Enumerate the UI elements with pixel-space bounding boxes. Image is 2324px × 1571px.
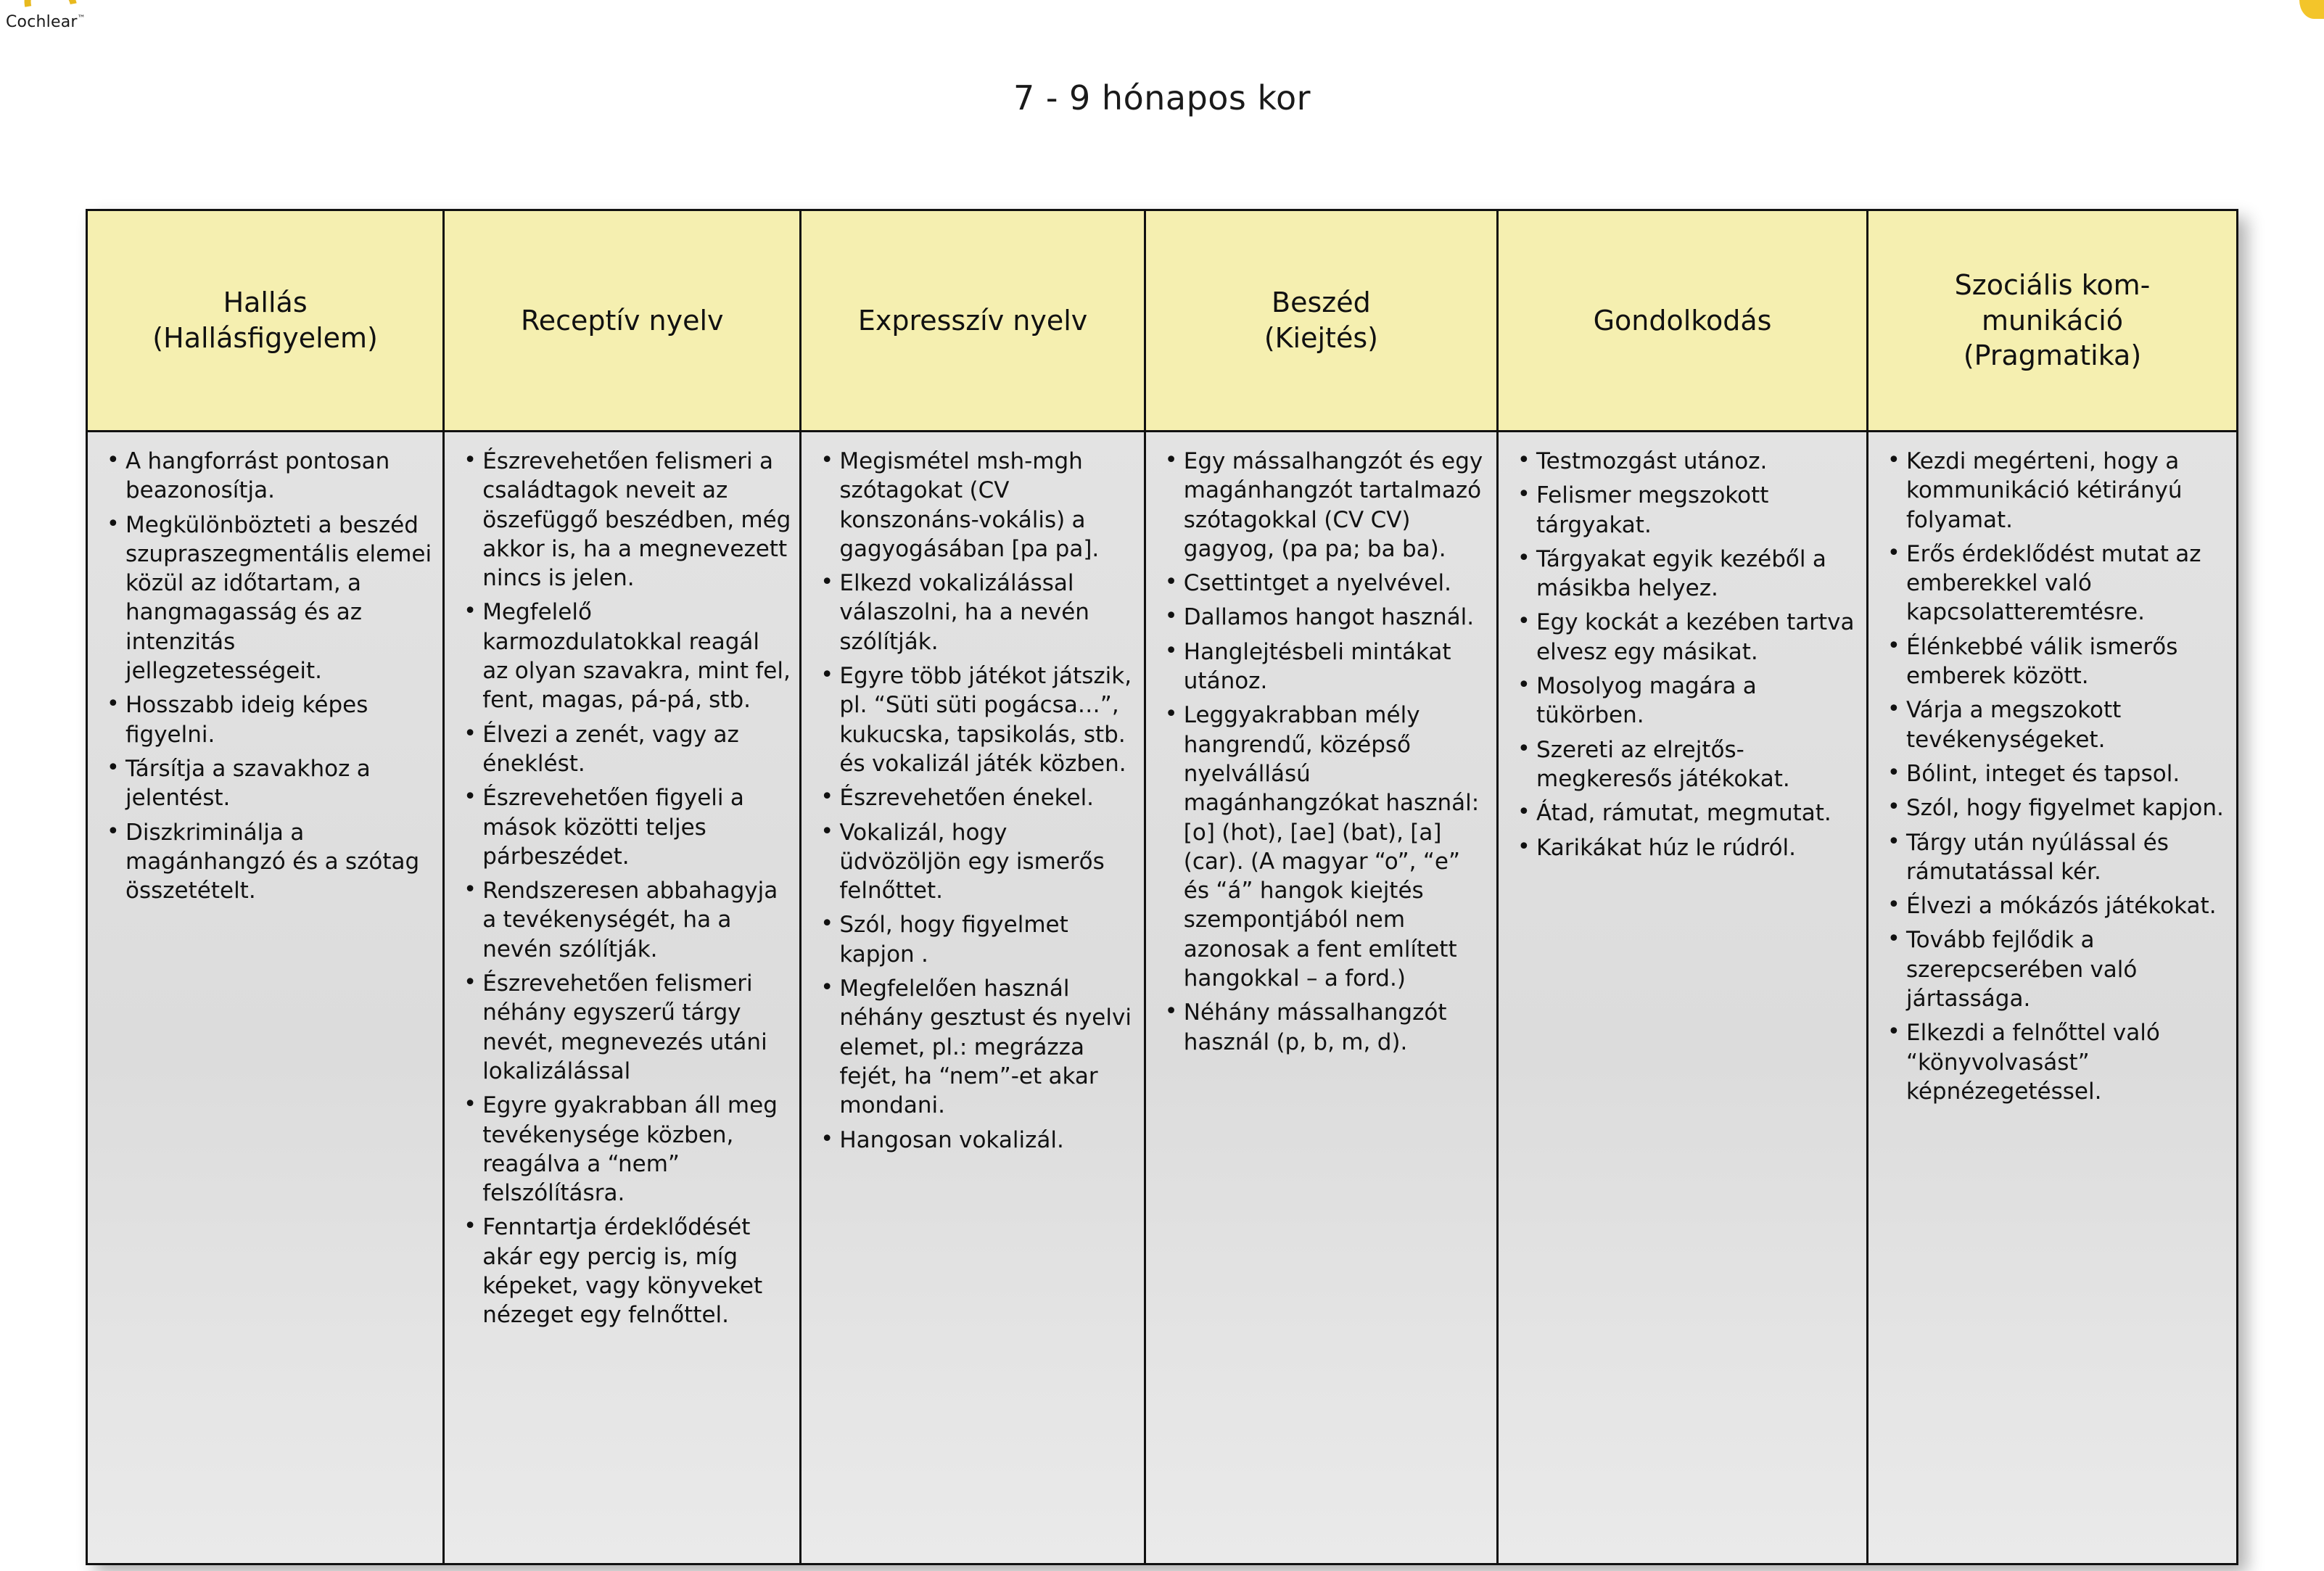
- brand-name-text: Cochlear: [6, 13, 78, 31]
- list-item: • Társítja a szavakhoz a jelentést.: [125, 754, 434, 813]
- list-item: • Karikákat húz le rúdról.: [1536, 833, 1858, 862]
- column-header-expressziv-nyelv: [801, 210, 1145, 432]
- milestone-list: [1510, 447, 1858, 862]
- list-item: • Szereti az elrejtős-megkeresős játékokat.: [1536, 735, 1858, 794]
- list-item: • Felismer megszokott tárgyakat.: [1536, 481, 1858, 540]
- milestones-table-container: [86, 209, 2238, 1565]
- list-item: • Hangosan vokalizál.: [839, 1126, 1134, 1155]
- column-body-szocialis-kommunikacio: [1867, 432, 2237, 1564]
- list-item: • Tárgy után nyúlással és rámutatással kér.: [1906, 828, 2228, 887]
- list-item: • Észrevehetően felismeri a családtagok neveit az öszefüggő beszédben, még akkor is, ha a megnevezett nincs is jelen.: [482, 447, 791, 593]
- list-item: • Hanglejtésbeli mintákat utánoz.: [1184, 638, 1488, 696]
- list-item: • Megismétel msh-mgh szótagokat (CV konszonáns-vokális) a gagyogásában [pa pa].: [839, 447, 1134, 564]
- column-header-line: Szociális kom-: [1954, 269, 2151, 302]
- list-item: • Testmozgást utánoz.: [1536, 447, 1858, 476]
- column-body-expressziv-nyelv: [801, 432, 1145, 1564]
- list-item: • Élénkebbé válik ismerős emberek között.: [1906, 632, 2228, 691]
- column-header-receptiv-nyelv: [444, 210, 801, 432]
- list-item: • Elkezdi a felnőttel való “könyvolvasást” képnézegetéssel.: [1906, 1018, 2228, 1106]
- list-item: • Átad, rámutat, megmutat.: [1536, 799, 1858, 828]
- column-header-line: Hallás: [223, 286, 308, 319]
- list-item: • Csettintget a nyelvével.: [1184, 569, 1488, 598]
- milestones-table: [86, 209, 2238, 1565]
- brand-name: [6, 13, 86, 31]
- column-header-line: Beszéd: [1272, 286, 1371, 319]
- list-item: • Elkezd vokalizálással válaszolni, ha a nevén szólítják.: [839, 569, 1134, 656]
- page-title: 7 - 9 hónapos kor: [1013, 78, 1311, 117]
- milestone-list: [1158, 447, 1488, 1057]
- list-item: • A hangforrást pontosan beazonosítja.: [125, 447, 434, 506]
- brand-trademark: ™: [77, 13, 86, 23]
- milestone-list: [456, 447, 791, 1330]
- corner-decoration: [2299, 0, 2324, 19]
- table-body-row: [87, 432, 2238, 1564]
- brand-logo: [6, 0, 165, 44]
- list-item: • Egyre gyakrabban áll meg tevékenysége közben, reagálva a “nem” felszólításra.: [482, 1091, 791, 1208]
- list-item: • Észrevehetően felismeri néhány egyszerű tárgy nevét, megnevezés utáni lokalizálással: [482, 969, 791, 1086]
- column-header-line: Expresszív nyelv: [857, 304, 1088, 337]
- list-item: • Megfelelő karmozdulatokkal reagál az olyan szavakra, mint fel, fent, magas, pá-pá, stb.: [482, 598, 791, 714]
- list-item: • Élvezi a zenét, vagy az éneklést.: [482, 720, 791, 779]
- column-header-line: (Hallásfigyelem): [152, 322, 378, 354]
- list-item: • Erős érdeklődést mutat az emberekkel való kapcsolatteremtésre.: [1906, 540, 2228, 627]
- list-item: • Leggyakrabban mély hangrendű, középső nyelvállású magánhangzókat használ: [o] (hot), [ae] (bat), [a] (car). (A magyar “o”, “e” és “á” hangok kiejtés szempontjából nem azonosak a fent említett hangokkal – a ford.): [1184, 701, 1488, 993]
- list-item: • Észrevehetően énekel.: [839, 783, 1134, 812]
- list-item: • Kezdi megérteni, hogy a kommunikáció kétirányú folyamat.: [1906, 447, 2228, 535]
- list-item: • Rendszeresen abbahagyja a tevékenységét, ha a nevén szólítják.: [482, 876, 791, 964]
- list-item: • Egy mássalhangzót és egy magánhangzót tartalmazó szótagokkal (CV CV) gagyog, (pa pa; ba ba).: [1184, 447, 1488, 564]
- column-header-beszed: [1145, 210, 1497, 432]
- list-item: • Hosszabb ideig képes figyelni.: [125, 690, 434, 749]
- column-body-gondolkodas: [1498, 432, 1868, 1564]
- list-item: • Szól, hogy figyelmet kapjon .: [839, 910, 1134, 969]
- list-item: • Tárgyakat egyik kezéből a másikba helyez.: [1536, 545, 1858, 603]
- list-item: • Élvezi a mókázós játékokat.: [1906, 891, 2228, 920]
- list-item: • Egyre több játékot játszik, pl. “Süti süti pogácsa…”, kukucska, tapsikolás, stb. és vokalizál játék közben.: [839, 661, 1134, 778]
- list-item: • Bólint, integet és tapsol.: [1906, 759, 2228, 788]
- list-item: • Néhány mássalhangzót használ (p, b, m, d).: [1184, 998, 1488, 1057]
- list-item: • Tovább fejlődik a szerepcserében való jártassága.: [1906, 925, 2228, 1013]
- column-header-line: Receptív nyelv: [521, 304, 724, 337]
- column-header-line: Gondolkodás: [1593, 304, 1772, 337]
- list-item: • Észrevehetően figyeli a mások közötti teljes párbeszédet.: [482, 783, 791, 871]
- column-header-line: munikáció: [1981, 304, 2124, 337]
- column-body-receptiv-nyelv: [444, 432, 801, 1564]
- column-body-hallas: [87, 432, 444, 1564]
- list-item: • Megkülönbözteti a beszéd szupraszegmentális elemei közül az időtartam, a hangmagasság és az intenzitás jellegzetességeit.: [125, 511, 434, 686]
- list-item: • Egy kockát a kezében tartva elvesz egy másikat.: [1536, 608, 1858, 667]
- list-item: • Vokalizál, hogy üdvözöljön egy ismerős felnőttet.: [839, 818, 1134, 906]
- milestone-list: [813, 447, 1134, 1155]
- list-item: • Várja a megszokott tevékenységeket.: [1906, 696, 2228, 754]
- list-item: • Diszkriminálja a magánhangzó és a szótag összetételt.: [125, 818, 434, 906]
- list-item: • Dallamos hangot használ.: [1184, 603, 1488, 632]
- column-header-hallas: [87, 210, 444, 432]
- milestone-list: [99, 447, 434, 905]
- column-header-szocialis-kommunikacio: [1867, 210, 2237, 432]
- column-body-beszed: [1145, 432, 1497, 1564]
- list-item: • Szól, hogy figyelmet kapjon.: [1906, 793, 2228, 822]
- column-header-line: (Kiejtés): [1264, 322, 1378, 354]
- list-item: • Megfelelően használ néhány gesztust és nyelvi elemet, pl.: megrázza fejét, ha “nem”-et akar mondani.: [839, 974, 1134, 1120]
- column-header-gondolkodas: [1498, 210, 1868, 432]
- list-item: • Fenntartja érdeklődését akár egy percig is, míg képeket, vagy könyveket nézeget egy felnőttel.: [482, 1213, 791, 1329]
- column-header-line: (Pragmatika): [1963, 339, 2142, 372]
- milestone-list: [1880, 447, 2228, 1106]
- list-item: • Mosolyog magára a tükörben.: [1536, 672, 1858, 730]
- table-header-row: [87, 210, 2238, 432]
